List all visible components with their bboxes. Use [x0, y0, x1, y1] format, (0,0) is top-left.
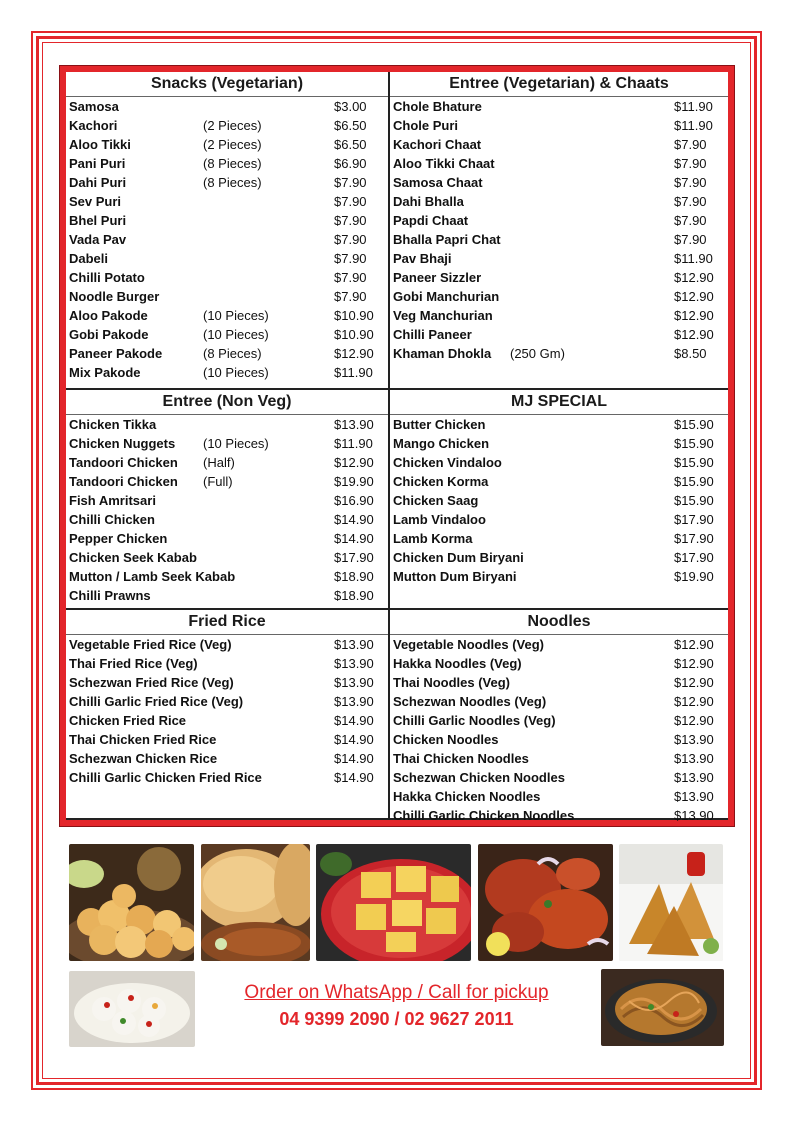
menu-column-entree-non-veg — [66, 390, 388, 605]
contact-block — [200, 982, 593, 1038]
menu-item-row — [390, 510, 728, 529]
menu-item-row — [66, 453, 388, 472]
menu-column-mj-special — [390, 390, 728, 586]
item-price: $3.00 — [334, 99, 367, 114]
menu-item-row — [390, 548, 728, 567]
item-name: Veg Manchurian — [393, 308, 493, 323]
item-name: Chilli Prawns — [69, 588, 151, 603]
item-quantity: (250 Gm) — [510, 346, 565, 361]
item-name: Vegetable Noodles (Veg) — [393, 637, 544, 652]
item-name: Schezwan Chicken Rice — [69, 751, 218, 766]
item-name: Dahi Bhalla — [393, 194, 464, 209]
item-price: $7.90 — [334, 194, 367, 209]
item-name: Mango Chicken — [393, 436, 490, 451]
item-name: Dahi Puri — [69, 175, 127, 190]
item-price: $15.90 — [674, 474, 714, 489]
item-name: Lamb Vindaloo — [393, 512, 486, 527]
item-price: $15.90 — [674, 417, 714, 432]
item-name: Aloo Tikki Chaat — [393, 156, 495, 171]
menu-item-row — [390, 749, 728, 768]
item-price: $7.90 — [674, 156, 707, 171]
menu-item-row — [66, 116, 388, 135]
item-price: $17.90 — [334, 550, 374, 565]
menu-item-row — [390, 635, 728, 654]
item-price: $12.90 — [674, 675, 714, 690]
item-price: $13.90 — [674, 770, 714, 785]
menu-item-row — [66, 154, 388, 173]
item-price: $13.90 — [334, 417, 374, 432]
item-name: Gobi Manchurian — [393, 289, 500, 304]
menu-item-row — [390, 287, 728, 306]
item-price: $13.90 — [674, 808, 714, 823]
section-title: Entree (Vegetarian) & Chaats — [390, 72, 728, 97]
item-name: Chicken Dum Biryani — [393, 550, 524, 565]
item-price: $12.90 — [674, 656, 714, 671]
section-title: MJ SPECIAL — [390, 390, 728, 415]
item-quantity: (2 Pieces) — [203, 137, 262, 152]
menu-item-row — [390, 230, 728, 249]
item-name: Tandoori Chicken — [69, 455, 178, 470]
item-name: Thai Chicken Noodles — [393, 751, 529, 766]
item-quantity: (8 Pieces) — [203, 346, 262, 361]
menu-item-row — [390, 154, 728, 173]
item-name: Chicken Nuggets — [69, 436, 176, 451]
khaman-dhokla-photo — [316, 844, 471, 961]
menu-item-row — [66, 567, 388, 586]
item-price: $17.90 — [674, 550, 714, 565]
item-price: $12.90 — [674, 327, 714, 342]
item-quantity: (Half) — [203, 455, 235, 470]
menu-item-row — [390, 344, 728, 363]
item-price: $14.90 — [334, 770, 374, 785]
item-list — [66, 97, 388, 382]
item-price: $7.90 — [334, 251, 367, 266]
menu-item-row — [66, 635, 388, 654]
menu-item-row — [66, 586, 388, 605]
item-price: $7.90 — [674, 213, 707, 228]
item-name: Aloo Tikki — [69, 137, 131, 152]
section-title: Noodles — [390, 610, 728, 635]
item-name: Bhel Puri — [69, 213, 127, 228]
samosa-photo — [619, 844, 723, 961]
item-name: Chicken Noodles — [393, 732, 499, 747]
item-price: $13.90 — [674, 789, 714, 804]
item-price: $8.50 — [674, 346, 707, 361]
menu-section-nonveg-special — [66, 388, 728, 608]
item-price: $12.90 — [674, 713, 714, 728]
menu-column-fried-rice — [66, 610, 388, 787]
menu-item-row — [390, 135, 728, 154]
item-price: $13.90 — [334, 694, 374, 709]
menu-item-row — [66, 268, 388, 287]
item-price: $7.90 — [674, 194, 707, 209]
item-price: $11.90 — [334, 436, 373, 451]
phone-numbers: 04 9399 2090 / 02 9627 2011 — [279, 1009, 514, 1029]
item-name: Paneer Pakode — [69, 346, 163, 361]
item-list — [390, 97, 728, 363]
item-name: Chicken Fried Rice — [69, 713, 187, 728]
menu-item-row — [66, 249, 388, 268]
item-name: Pani Puri — [69, 156, 126, 171]
menu-column-snacks-vegetarian — [66, 72, 388, 382]
item-price: $13.90 — [334, 675, 374, 690]
item-price: $7.90 — [674, 175, 707, 190]
item-quantity: (10 Pieces) — [203, 436, 269, 451]
item-name: Samosa — [69, 99, 119, 114]
item-name: Kachori — [69, 118, 118, 133]
chole-bhature-photo — [201, 844, 310, 961]
item-name: Vegetable Fried Rice (Veg) — [69, 637, 232, 652]
item-quantity: (10 Pieces) — [203, 327, 269, 342]
item-name: Fish Amritsari — [69, 493, 156, 508]
item-price: $17.90 — [674, 531, 714, 546]
item-list — [66, 635, 388, 787]
item-name: Chicken Tikka — [69, 417, 157, 432]
item-name: Papdi Chaat — [393, 213, 469, 228]
item-name: Noodle Burger — [69, 289, 160, 304]
menu-item-row — [390, 415, 728, 434]
item-name: Thai Noodles (Veg) — [393, 675, 511, 690]
item-name: Mutton / Lamb Seek Kabab — [69, 569, 236, 584]
menu-item-row — [66, 344, 388, 363]
item-price: $7.90 — [334, 289, 367, 304]
item-name: Chole Puri — [393, 118, 459, 133]
menu-item-row — [66, 730, 388, 749]
item-name: Chicken Korma — [393, 474, 489, 489]
menu-item-row — [66, 415, 388, 434]
item-name: Chicken Seek Kabab — [69, 550, 197, 565]
pani-puri-photo — [69, 844, 194, 961]
menu-item-row — [390, 453, 728, 472]
item-name: Mix Pakode — [69, 365, 141, 380]
menu-item-row — [66, 472, 388, 491]
item-price: $14.90 — [334, 751, 374, 766]
item-name: Thai Chicken Fried Rice — [69, 732, 217, 747]
item-name: Gobi Pakode — [69, 327, 149, 342]
menu-item-row — [66, 692, 388, 711]
item-name: Hakka Chicken Noodles — [393, 789, 541, 804]
menu-item-row — [66, 325, 388, 344]
item-price: $7.90 — [334, 175, 367, 190]
menu-item-row — [66, 434, 388, 453]
item-name: Vada Pav — [69, 232, 127, 247]
item-name: Chicken Saag — [393, 493, 479, 508]
menu-item-row — [390, 434, 728, 453]
menu-board — [60, 66, 734, 826]
item-name: Chilli Potato — [69, 270, 145, 285]
item-list — [390, 415, 728, 586]
item-name: Dabeli — [69, 251, 109, 266]
item-name: Pepper Chicken — [69, 531, 168, 546]
section-title: Snacks (Vegetarian) — [66, 72, 388, 97]
item-price: $6.50 — [334, 118, 367, 133]
item-price: $6.50 — [334, 137, 367, 152]
item-name: Lamb Korma — [393, 531, 473, 546]
menu-item-row — [390, 268, 728, 287]
item-name: Schezwan Chicken Noodles — [393, 770, 565, 785]
item-price: $14.90 — [334, 512, 374, 527]
menu-item-row — [390, 692, 728, 711]
item-name: Pav Bhaji — [393, 251, 452, 266]
item-name: Chicken Vindaloo — [393, 455, 502, 470]
item-name: Chilli Garlic Fried Rice (Veg) — [69, 694, 244, 709]
dahi-puri-photo — [69, 971, 195, 1047]
item-price: $12.90 — [674, 637, 714, 652]
menu-item-row — [66, 211, 388, 230]
menu-item-row — [66, 749, 388, 768]
noodles-photo — [601, 969, 724, 1046]
item-quantity: (8 Pieces) — [203, 175, 262, 190]
item-name: Tandoori Chicken — [69, 474, 178, 489]
item-name: Chilli Garlic Noodles (Veg) — [393, 713, 556, 728]
item-price: $18.90 — [334, 588, 374, 603]
item-name: Mutton Dum Biryani — [393, 569, 517, 584]
item-quantity: (Full) — [203, 474, 233, 489]
item-price: $12.90 — [674, 694, 714, 709]
item-name: Thai Fried Rice (Veg) — [69, 656, 198, 671]
item-name: Butter Chicken — [393, 417, 486, 432]
menu-item-row — [66, 135, 388, 154]
item-price: $10.90 — [334, 327, 374, 342]
item-price: $12.90 — [334, 346, 374, 361]
menu-item-row — [390, 768, 728, 787]
menu-item-row — [390, 116, 728, 135]
menu-item-row — [390, 249, 728, 268]
menu-item-row — [390, 472, 728, 491]
item-name: Hakka Noodles (Veg) — [393, 656, 522, 671]
item-price: $7.90 — [334, 232, 367, 247]
item-price: $13.90 — [674, 732, 714, 747]
tandoori-chicken-photo — [478, 844, 613, 961]
menu-item-row — [66, 510, 388, 529]
item-price: $15.90 — [674, 455, 714, 470]
item-price: $19.90 — [334, 474, 374, 489]
item-price: $10.90 — [334, 308, 374, 323]
menu-section-snacks-entree-veg — [66, 72, 728, 388]
item-price: $11.90 — [674, 251, 713, 266]
item-price: $15.90 — [674, 493, 714, 508]
item-name: Khaman Dhokla — [393, 346, 492, 361]
menu-item-row — [66, 673, 388, 692]
menu-item-row — [390, 673, 728, 692]
item-price: $7.90 — [674, 137, 707, 152]
menu-item-row — [66, 173, 388, 192]
item-price: $11.90 — [674, 99, 713, 114]
item-price: $14.90 — [334, 732, 374, 747]
menu-item-row — [66, 654, 388, 673]
item-quantity: (2 Pieces) — [203, 118, 262, 133]
item-price: $16.90 — [334, 493, 374, 508]
item-price: $13.90 — [334, 637, 374, 652]
item-price: $19.90 — [674, 569, 714, 584]
item-price: $12.90 — [674, 308, 714, 323]
item-price: $17.90 — [674, 512, 714, 527]
menu-item-row — [66, 768, 388, 787]
item-name: Bhalla Papri Chat — [393, 232, 501, 247]
item-price: $13.90 — [334, 656, 374, 671]
item-name: Chole Bhature — [393, 99, 482, 114]
item-quantity: (8 Pieces) — [203, 156, 262, 171]
item-price: $7.90 — [334, 213, 367, 228]
menu-item-row — [66, 192, 388, 211]
menu-item-row — [390, 806, 728, 825]
menu-item-row — [390, 787, 728, 806]
menu-item-row — [390, 654, 728, 673]
item-name: Kachori Chaat — [393, 137, 482, 152]
item-quantity: (10 Pieces) — [203, 308, 269, 323]
item-price: $12.90 — [334, 455, 374, 470]
item-price: $12.90 — [674, 289, 714, 304]
item-name: Paneer Sizzler — [393, 270, 482, 285]
menu-item-row — [390, 529, 728, 548]
menu-item-row — [66, 529, 388, 548]
item-name: Chilli Chicken — [69, 512, 155, 527]
menu-item-row — [66, 711, 388, 730]
item-name: Sev Puri — [69, 194, 122, 209]
menu-section-rice-noodles — [66, 608, 728, 823]
menu-item-row — [390, 173, 728, 192]
item-price: $7.90 — [674, 232, 707, 247]
item-price: $14.90 — [334, 531, 374, 546]
item-name: Schezwan Noodles (Veg) — [393, 694, 547, 709]
item-price: $11.90 — [674, 118, 713, 133]
item-price: $13.90 — [674, 751, 714, 766]
menu-item-row — [390, 730, 728, 749]
item-list — [390, 635, 728, 825]
menu-item-row — [390, 491, 728, 510]
menu-item-row — [66, 491, 388, 510]
menu-item-row — [66, 97, 388, 116]
item-name: Chilli Paneer — [393, 327, 472, 342]
item-list — [66, 415, 388, 605]
item-name: Aloo Pakode — [69, 308, 148, 323]
menu-column-noodles — [390, 610, 728, 825]
menu-item-row — [66, 548, 388, 567]
item-price: $7.90 — [334, 270, 367, 285]
menu-item-row — [390, 567, 728, 586]
menu-column-entree-vegetarian-chaats — [390, 72, 728, 363]
order-whatsapp-link[interactable]: Order on WhatsApp / Call for pickup — [244, 982, 549, 1003]
menu-item-row — [66, 363, 388, 382]
item-name: Chilli Garlic Chicken Noodles — [393, 808, 575, 823]
section-title: Fried Rice — [66, 610, 388, 635]
menu-item-row — [390, 97, 728, 116]
item-name: Schezwan Fried Rice (Veg) — [69, 675, 234, 690]
menu-item-row — [66, 306, 388, 325]
item-name: Chilli Garlic Chicken Fried Rice — [69, 770, 262, 785]
menu-item-row — [390, 192, 728, 211]
item-quantity: (10 Pieces) — [203, 365, 269, 380]
section-title: Entree (Non Veg) — [66, 390, 388, 415]
menu-item-row — [390, 211, 728, 230]
item-price: $11.90 — [334, 365, 373, 380]
item-price: $18.90 — [334, 569, 374, 584]
menu-item-row — [390, 711, 728, 730]
item-name: Samosa Chaat — [393, 175, 483, 190]
menu-item-row — [66, 230, 388, 249]
menu-item-row — [66, 287, 388, 306]
item-price: $12.90 — [674, 270, 714, 285]
item-price: $15.90 — [674, 436, 714, 451]
item-price: $6.90 — [334, 156, 367, 171]
menu-item-row — [390, 306, 728, 325]
item-price: $14.90 — [334, 713, 374, 728]
menu-item-row — [390, 325, 728, 344]
